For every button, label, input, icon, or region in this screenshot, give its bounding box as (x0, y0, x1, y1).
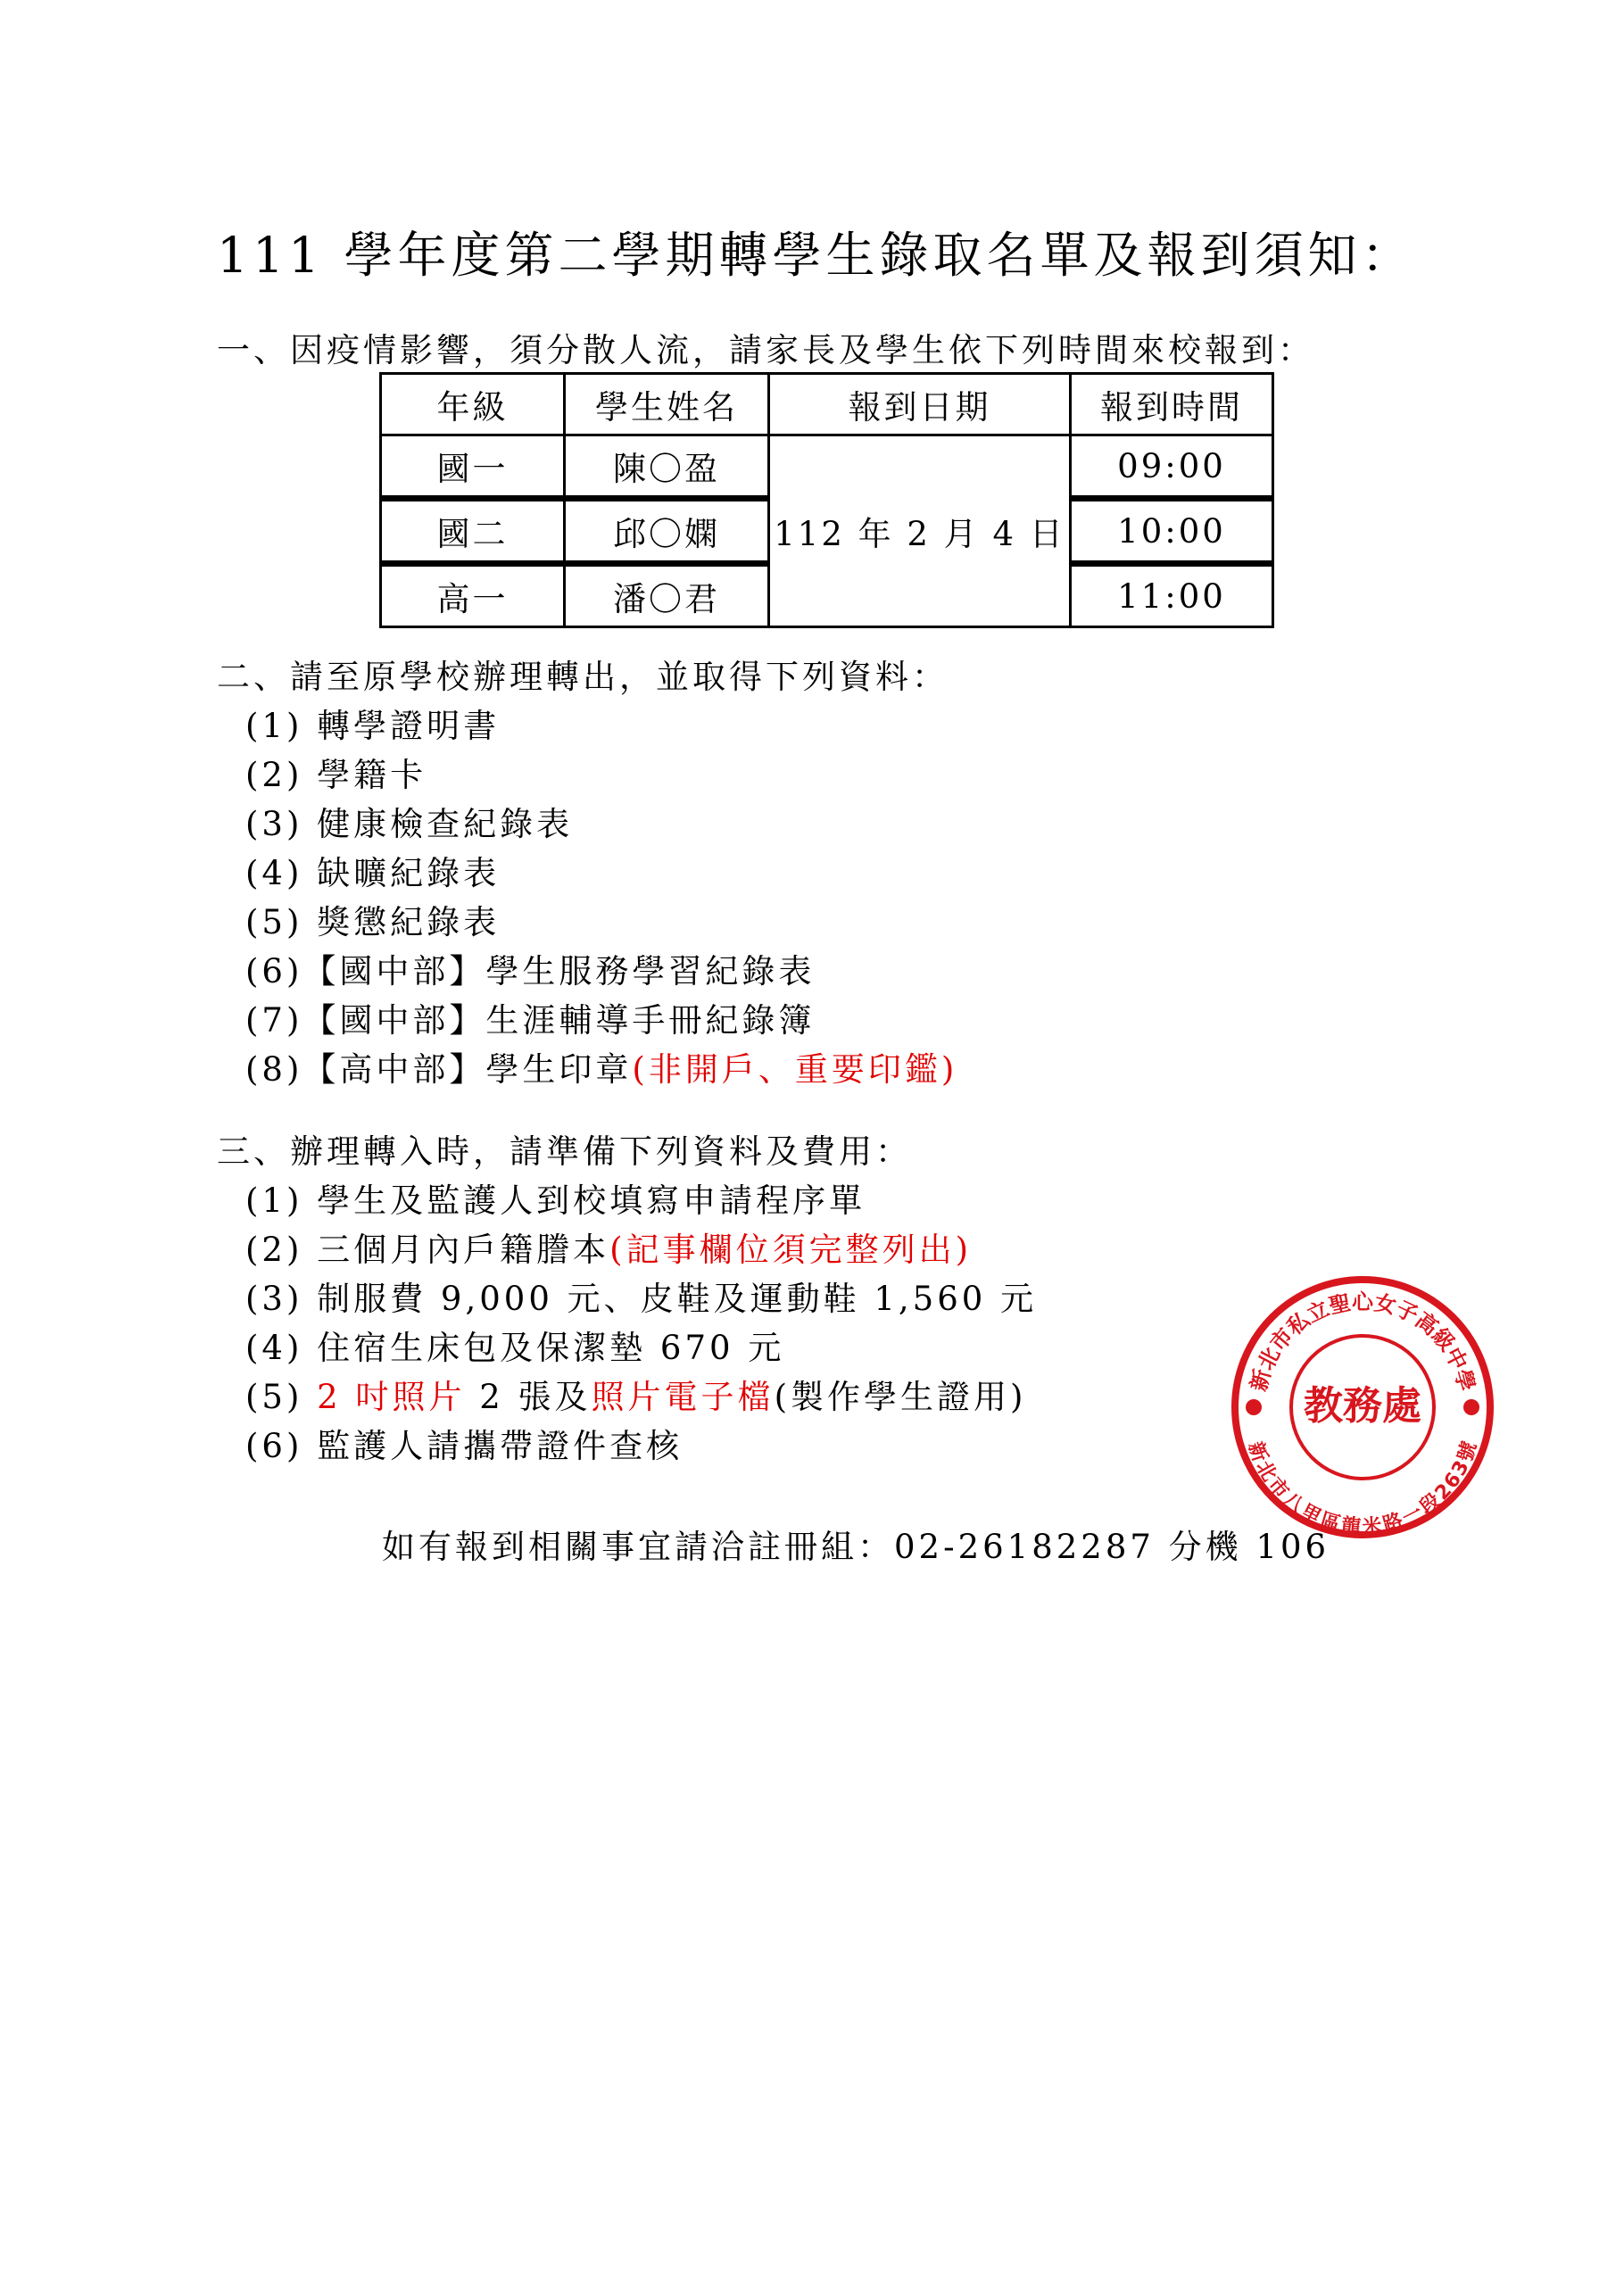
item5-suffix: (製作學生證用) (774, 1378, 1027, 1416)
item8-text: (8)【高中部】學生印章 (245, 1050, 633, 1089)
table-row (381, 435, 1273, 499)
list-item: (6) 監護人請攜帶證件查核 (245, 1427, 684, 1465)
list-item: (3) 健康檢查紀錄表 (245, 805, 574, 843)
item5-red-photo: 2 吋照片 (317, 1378, 466, 1416)
school-seal-stamp (1229, 1273, 1496, 1541)
header-report-date: 報到日期 (769, 374, 1071, 435)
list-item: (5) 獎懲紀錄表 (245, 903, 501, 941)
contact-info: 如有報到相關事宜請洽註冊組：02-26182287 分機 106 (382, 1528, 1330, 1566)
table-header-row (381, 374, 1273, 435)
list-item: (2) 學籍卡 (245, 756, 427, 794)
list-item: (7)【國中部】生涯輔導手冊紀錄簿 (245, 1001, 816, 1040)
header-grade: 年級 (381, 374, 565, 435)
row-time: 11:00 (1071, 564, 1273, 627)
list-item: (1) 轉學證明書 (245, 707, 501, 745)
row-name: 潘〇君 (565, 564, 769, 627)
section1-heading: 一、因疫情影響，須分散人流，請家長及學生依下列時間來校報到： (217, 331, 1314, 369)
item5-red-file: 照片電子檔 (591, 1378, 775, 1416)
list-item: (4) 住宿生床包及保潔墊 670 元 (245, 1329, 785, 1367)
list-item (245, 1042, 957, 1090)
list-item (245, 1223, 972, 1271)
row-date: 112 年 2 月 4 日 (769, 435, 1071, 627)
row-grade: 國一 (381, 435, 565, 499)
row-name: 邱〇嫻 (565, 499, 769, 564)
list-item: (6)【國中部】學生服務學習紀錄表 (245, 952, 816, 991)
seal-ring-text-top: 新北市私立聖心女子高級中學 (1246, 1289, 1479, 1394)
row-name: 陳〇盈 (565, 435, 769, 499)
seal-ring-text-bottom: 新北市八里區龍米路一段263號 (1243, 1438, 1482, 1539)
item2-red-note: (記事欄位須完整列出) (609, 1231, 973, 1269)
seal-center-text: 教務處 (1304, 1383, 1421, 1429)
item5-mid: 2 張及 (465, 1378, 592, 1416)
row-time: 10:00 (1071, 499, 1273, 564)
item2-text: (2) 三個月內戶籍謄本 (245, 1231, 610, 1269)
item5-prefix: (5) (245, 1378, 318, 1416)
list-item: (4) 缺曠紀錄表 (245, 854, 501, 892)
section3-heading: 三、辦理轉入時，請準備下列資料及費用： (217, 1132, 912, 1171)
list-item: (3) 制服費 9,000 元、皮鞋及運動鞋 1,560 元 (245, 1280, 1038, 1318)
header-report-time: 報到時間 (1071, 374, 1273, 435)
row-grade: 高一 (381, 564, 565, 627)
schedule-table (379, 372, 1274, 628)
item8-red-note: (非開戶、重要印鑑) (632, 1050, 958, 1089)
document-title: 111 學年度第二學期轉學生錄取名單及報到須知： (217, 227, 1415, 284)
row-time: 09:00 (1071, 435, 1273, 499)
section2-heading: 二、請至原學校辦理轉出，並取得下列資料： (217, 658, 949, 696)
list-item (245, 1370, 1026, 1418)
list-item: (1) 學生及監護人到校填寫申請程序單 (245, 1181, 866, 1220)
row-grade: 國二 (381, 499, 565, 564)
header-student-name: 學生姓名 (565, 374, 769, 435)
